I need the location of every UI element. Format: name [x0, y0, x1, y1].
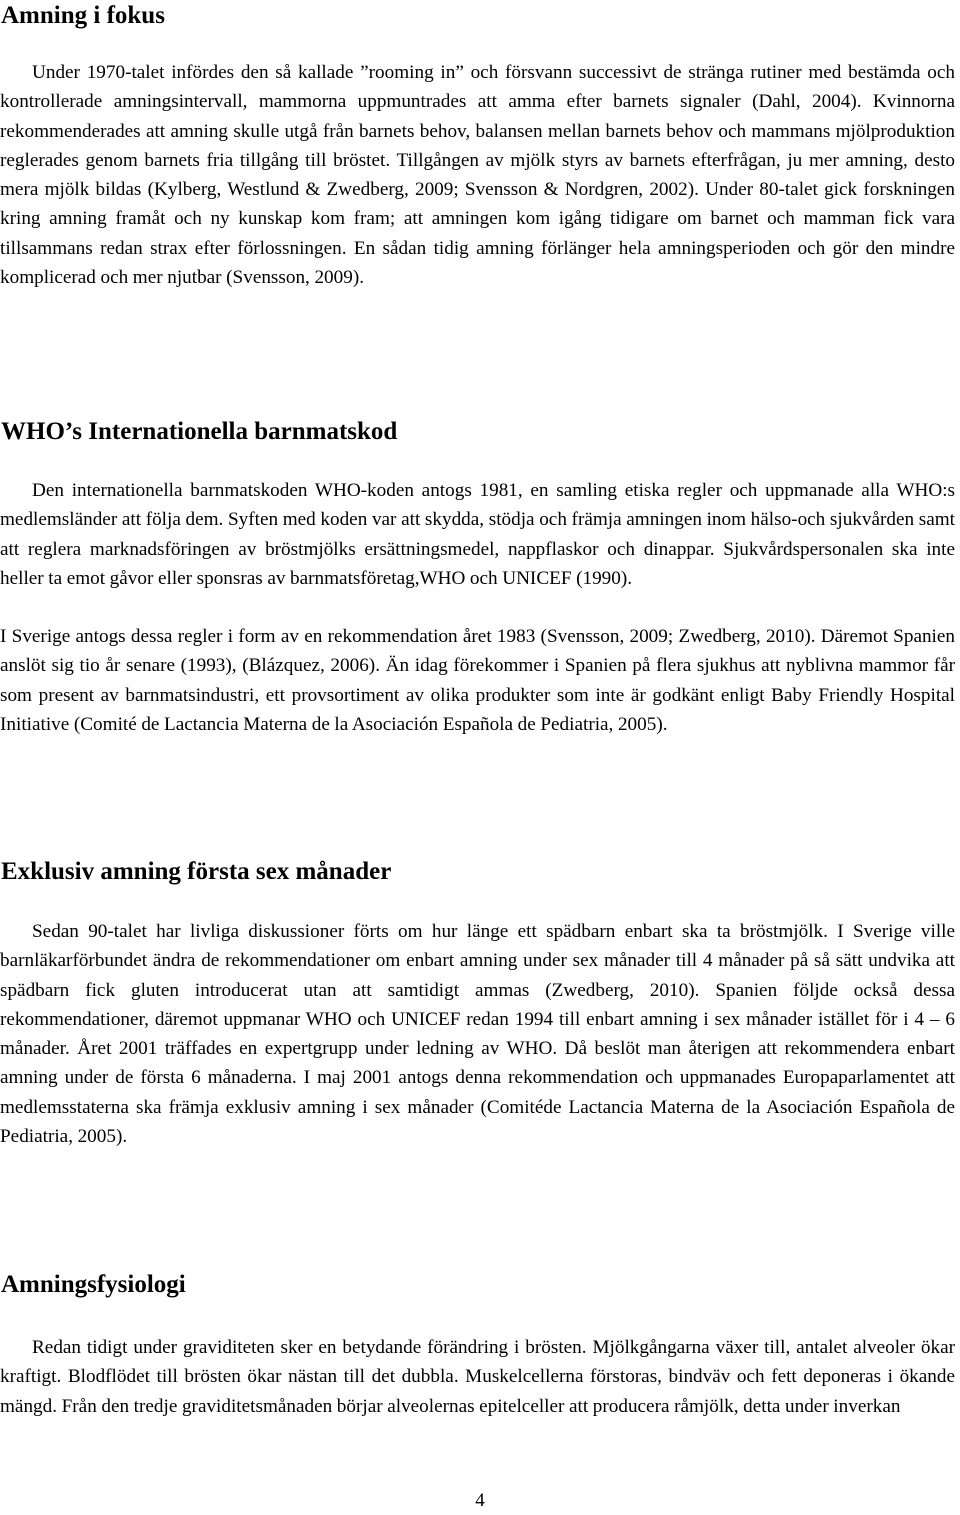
heading-who-barnmatskod: WHO’s Internationella barnmatskod	[1, 418, 398, 445]
heading-amning-i-fokus: Amning i fokus	[1, 2, 165, 29]
heading-exklusiv-amning: Exklusiv amning första sex månader	[1, 858, 392, 885]
paragraph-amning-i-fokus: Under 1970-talet infördes den så kallade ”rooming in” och försvann successivt de stränga rutiner med bestämda och kontrollerade amningsintervall, mammorna uppmuntrades att amma efter barnets signaler (Dahl, 2004). Kvinnorna rekommenderades att amning skulle utgå från barnets behov, balansen mellan barnets behov och mammans mjölproduktion reglerades genom barnets fria tillgång till bröstet. Tillgången av mjölk styrs av barnets efterfrågan, ju mer amning, desto mera mjölk bildas (Kylberg, Westlund & Zwedberg, 2009; Svensson & Nordgren, 2002). Under 80-talet gick forskningen kring amning framåt och ny kunskap kom fram; att amningen kom igång tidigare om barnet och mamman fick vara tillsammans redan strax efter förlossningen. En sådan tidig amning förlänger hela amningsperioden och gör den mindre komplicerad och mer njutbar (Svensson, 2009).	[0, 62, 955, 289]
paragraph-who-barnmatskod-1: Den internationella barnmatskoden WHO-koden antogs 1981, en samling etiska regler och uppmanade alla WHO:s medlemsländer att följa dem. Syften med koden var att skydda, stödja och främja amningen inom hälso-och sjukvården samt att reglera marknadsföringen av bröstmjölks ersättningsmedel, nappflaskor och dinappar. Sjukvårdspersonalen ska inte heller ta emot gåvor eller sponsras av barnmatsföretag,WHO och UNICEF (1990).	[0, 480, 955, 589]
heading-amningsfysiologi: Amningsfysiologi	[1, 1271, 186, 1298]
paragraph-amningsfysiologi: Redan tidigt under graviditeten sker en betydande förändring i brösten. Mjölkgångarna växer till, antalet alveoler ökar kraftigt. Blodflödet till brösten ökar nästan till det dubbla. Muskelcellerna förstoras, bindväv och fett deponeras i ökande mängd. Från den tredje graviditetsmånaden börjar alveolernas epitelceller att producera råmjölk, detta under inverkan	[0, 1337, 955, 1417]
paragraph-exklusiv-amning: Sedan 90-talet har livliga diskussioner förts om hur länge ett spädbarn enbart ska ta bröstmjölk. I Sverige ville barnläkarförbundet ändra de rekommendationer om enbart amning under sex månader till 4 månader på så sätt undvika att spädbarn fick gluten introducerat utan att samtidigt ammas (Zwedberg, 2010). Spanien följde också dessa rekommendationer, däremot uppmanar WHO och UNICEF redan 1994 till enbart amning i sex månader istället för i 4 – 6 månader. Året 2001 träffades en expertgrupp under ledning av WHO. Då beslöt man återigen att rekommendera enbart amning under de första 6 månaderna. I maj 2001 antogs denna rekommendation och uppmanades Europaparlamentet att medlemsstaterna ska främja exklusiv amning i sex månader (Comitéde Lactancia Materna de la Asociación Española de Pediatria, 2005).	[0, 921, 955, 1148]
page-number: 4	[475, 1490, 485, 1511]
paragraph-who-barnmatskod-2: I Sverige antogs dessa regler i form av en rekommendation året 1983 (Svensson, 2009; Zwedberg, 2010). Däremot Spanien anslöt sig tio år senare (1993), (Blázquez, 2006). Än idag förekommer i Spanien på flera sjukhus att nyblivna mammor får som present av barnmatsindustri, ett provsortiment av olika produkter som inte är godkänt enligt Baby Friendly Hospital Initiative (Comité de Lactancia Materna de la Asociación Española de Pediatria, 2005).	[0, 626, 955, 735]
